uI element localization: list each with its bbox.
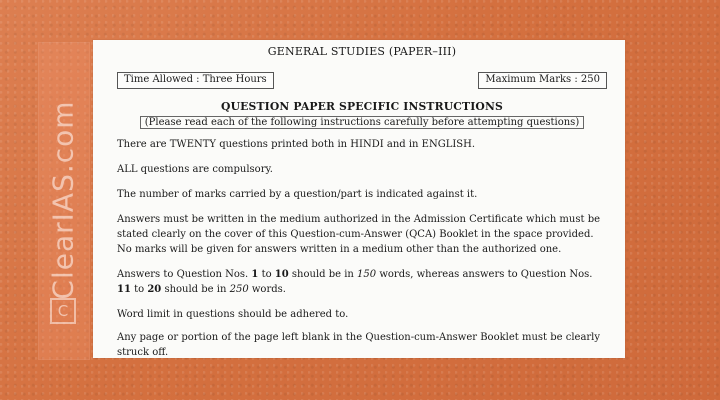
instruction-item-6: Word limit in questions should be adhered to. <box>117 308 349 320</box>
question-range-2-start: 11 <box>117 283 131 295</box>
time-allowed-box: Time Allowed : Three Hours <box>117 72 274 89</box>
instructions-subtitle <box>117 117 607 128</box>
word-limit-to-2: to <box>134 283 145 295</box>
maximum-marks-box: Maximum Marks : 250 <box>478 72 607 89</box>
watermark-brand: ClearIAS.com <box>46 100 80 300</box>
logo-c-icon: C <box>50 298 76 324</box>
instructions-subtitle-text: (Please read each of the following instructions carefully before attempting questions) <box>140 116 584 129</box>
word-limit-to-1: to <box>261 268 272 280</box>
word-limit-mid-1: should be in <box>291 268 354 280</box>
question-range-1-end: 10 <box>274 268 289 280</box>
instruction-item-3: The number of marks carried by a question/part is indicated against it. <box>117 188 478 200</box>
word-limit-250: 250 <box>229 283 249 295</box>
word-limit-suffix: words. <box>251 283 286 295</box>
question-range-1-start: 1 <box>251 268 259 280</box>
word-limit-mid-3: should be in <box>164 283 227 295</box>
instruction-item-2: ALL questions are compulsory. <box>117 163 273 175</box>
question-range-2-end: 20 <box>147 283 162 295</box>
word-limit-mid-2: words, whereas answers to Question Nos. <box>379 268 593 280</box>
paper-meta-row <box>117 72 607 89</box>
instructions-title: QUESTION PAPER SPECIFIC INSTRUCTIONS <box>221 99 503 113</box>
instruction-item-1: There are TWENTY questions printed both in HINDI and in ENGLISH. <box>117 138 476 150</box>
word-limit-150: 150 <box>357 268 377 280</box>
paper-title: GENERAL STUDIES (PAPER–III) <box>267 45 457 58</box>
question-paper-sheet <box>93 40 625 358</box>
instruction-item-4: Answers must be written in the medium authorized in the Admission Certificate which must be stated clearly on the cover of this Question-cum-Answer (QCA) Booklet in the space provided. No marks will be given for answers written in a medium other than the authorized one. <box>117 213 601 255</box>
word-limit-prefix: Answers to Question Nos. <box>117 268 249 280</box>
instruction-item-7: Any page or portion of the page left blank in the Question-cum-Answer Booklet must be clearly struck off. <box>117 331 601 358</box>
instruction-item-5 <box>117 267 607 297</box>
